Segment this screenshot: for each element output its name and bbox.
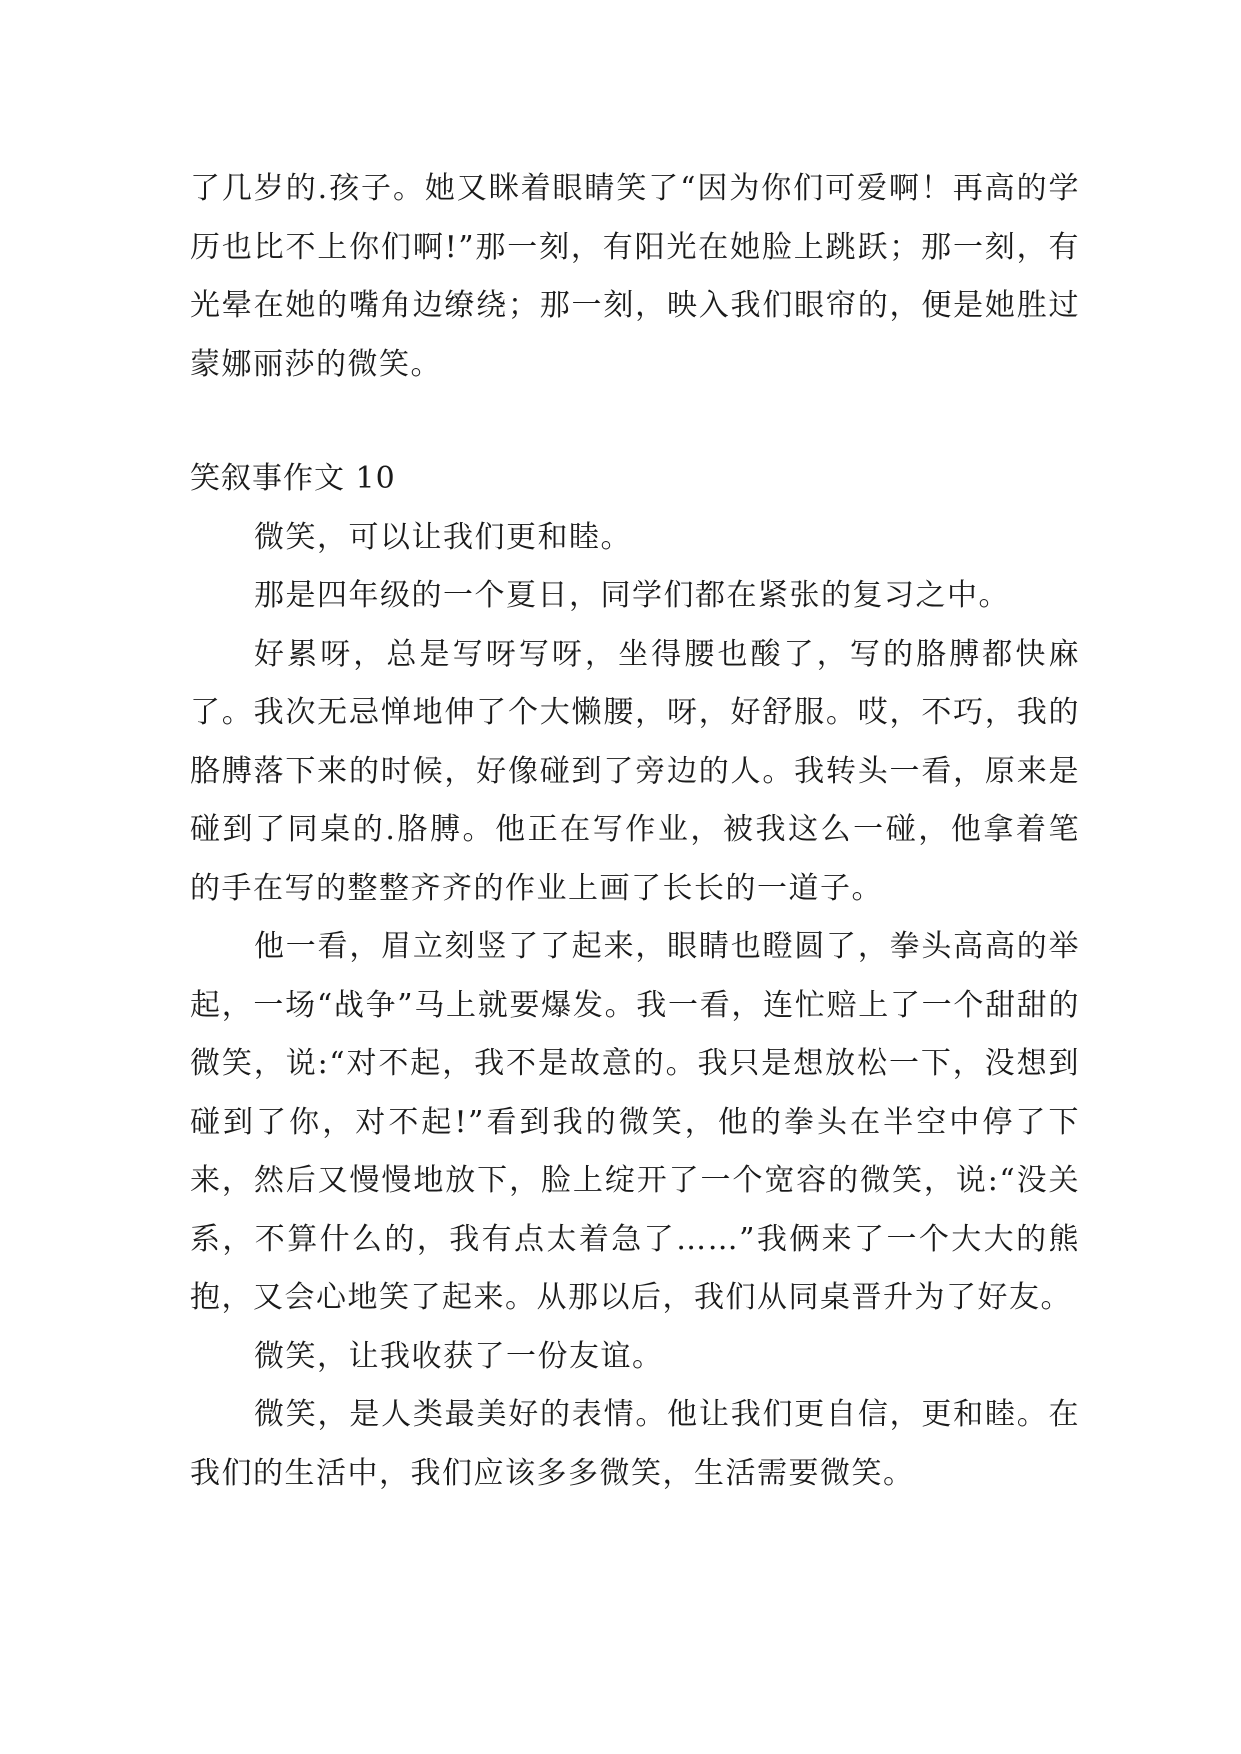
essay-paragraph: 那是四年级的一个夏日，同学们都在紧张的复习之中。 (254, 578, 1010, 613)
essay-paragraph: 好累呀，总是写呀写呀，坐得腰也酸了，写的胳膊都快麻了。我次无忌惮地伸了个大懒腰，呀，好舒服。哎，不巧，我的胳膊落下来的时候，好像碰到了旁边的人。我转头一看，原来是碰到了同桌的.胳膊。他正在写作业，被我这么一碰，他拿着笔的手在写的整整齐齐的作业上画了长长的一道子。 (190, 636, 1080, 906)
continuation-paragraph: 了几岁的.孩子。她又眯着眼睛笑了“因为你们可爱啊！再高的学历也比不上你们啊!”那一刻，有阳光在她脸上跳跃；那一刻，有光晕在她的嘴角边缭绕；那一刻，映入我们眼帘的，便是她胜过蒙娜丽莎的微笑。 (190, 171, 1080, 382)
essay-paragraph: 微笑，是人类最美好的表情。他让我们更自信，更和睦。在我们的生活中，我们应该多多微笑，生活需要微笑。 (190, 1397, 1080, 1491)
essay-title: 笑叙事作文 10 (190, 461, 396, 496)
essay-paragraph: 他一看，眉立刻竖了了起来，眼睛也瞪圆了，拳头高高的举起，一场“战争”马上就要爆发。我一看，连忙赔上了一个甜甜的微笑，说:“对不起，我不是故意的。我只是想放松一下，没想到碰到了你，对不起!”看到我的微笑，他的拳头在半空中停了下来，然后又慢慢地放下，脸上绽开了一个宽容的微笑，说:“没关系，不算什么的，我有点太着急了……”我俩来了一个大大的熊抱，又会心地笑了起来。从那以后，我们从同桌晋升为了好友。 (190, 929, 1080, 1315)
essay-paragraph: 微笑，让我收获了一份友谊。 (254, 1338, 664, 1374)
essay-section (190, 450, 1080, 1503)
essay-paragraph: 微笑，可以让我们更和睦。 (254, 519, 632, 555)
previous-essay-ending (190, 160, 1080, 394)
